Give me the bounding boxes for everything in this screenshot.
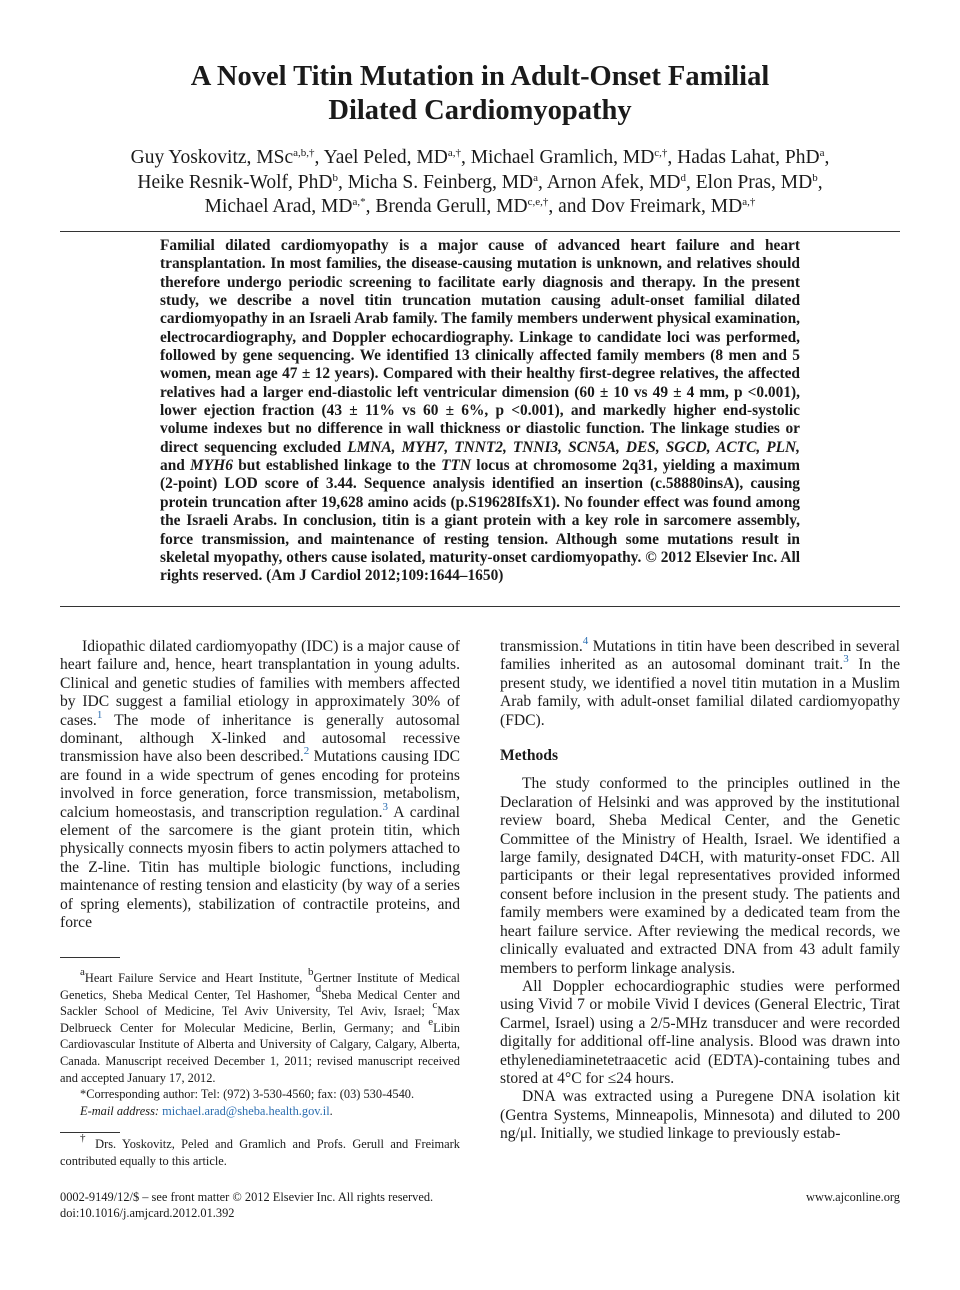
italic-text: TTN: [441, 457, 471, 475]
author-affiliation: a,b,†: [293, 147, 315, 159]
author-name: Michael Arad, MD: [204, 196, 353, 217]
affiliation-marker: a: [80, 966, 85, 978]
dagger-mark: †: [80, 1132, 89, 1144]
email-end: .: [329, 1103, 333, 1118]
author-name: Brenda Gerull, MD: [375, 196, 528, 217]
reference-link[interactable]: 3: [843, 653, 849, 666]
affiliation-marker: e: [428, 1015, 434, 1028]
affiliation-marker: c: [432, 999, 438, 1012]
author-separator: ,: [460, 147, 471, 168]
affiliation-text: Heart Failure Service and Heart Institute,: [84, 971, 309, 985]
author-affiliation: a,†: [447, 147, 461, 159]
affiliations-footnote: [60, 966, 460, 1086]
article-title: [0, 60, 960, 128]
email-line: [60, 1103, 460, 1120]
author-affiliation: b: [812, 171, 818, 184]
author-name: Michael Gramlich, MD: [470, 147, 655, 168]
text-run: A cardinal element of the sarcomere is the giant protein titin, which physically connects myosin fibers to actin polymers attached to the Z-line. Titin has multiple biologic functions, including maintenance of resting tension and elasticity (by way of a series of spring elements), stabilization of contractile proteins, and force: [60, 803, 460, 932]
title-line-2: Dilated Cardiomyopathy: [328, 95, 632, 126]
footnotes: [60, 966, 460, 1119]
author-separator: , and: [548, 196, 592, 217]
author-separator: ,: [817, 171, 823, 193]
text-run: but established linkage to the: [232, 457, 442, 475]
author-line: [60, 146, 900, 171]
text-run: Mutations causing IDC are found in a wide spectrum of genes encoding for proteins involved in force generation, force transmission, metabolism, calcium homeostasis, and transcription regulation.: [60, 748, 460, 821]
left-column: [60, 638, 460, 933]
author-name: Hadas Lahat, PhD: [677, 147, 820, 168]
issn-line: 0002-9149/12/$ – see front matter © 2012 Elsevier Inc. All rights reserved.: [60, 1190, 434, 1204]
author-separator: ,: [667, 147, 678, 168]
author-line: [60, 171, 900, 196]
author-affiliation: b: [332, 171, 338, 184]
right-column: [500, 635, 900, 1144]
journal-website[interactable]: www.ajconline.org: [806, 1190, 900, 1204]
abstract: [160, 237, 800, 586]
author-name: Micha S. Feinberg, MD: [347, 171, 534, 193]
author-separator: ,: [337, 171, 348, 193]
text-run: Mutations in titin have been described in several families inherited as an autosomal dominant trait.: [500, 638, 900, 674]
contribution-text: Drs. Yoskovitz, Peled and Gramlich and Profs. Gerull and Freimark contributed equally to this article.: [60, 1137, 461, 1168]
author-separator: ,: [538, 171, 547, 193]
abstract-bottom-rule: [60, 606, 900, 607]
introduction-continued: [500, 635, 900, 730]
author-line: [60, 195, 900, 220]
reference-link[interactable]: 1: [96, 708, 103, 721]
affiliation-text: Max Delbrueck Center for Molecular Medicine, Berlin, Germany; and: [60, 1004, 460, 1035]
author-name: Yael Peled, MD: [323, 147, 448, 168]
methods-paragraph-1: The study conformed to the principles outlined in the Declaration of Helsinki and was approved by the institutional review board, Sheba Medical Center, and the Genetic Committee of the Ministry of Health, Israel. We identified a large family, designated D4CH, with maturity-onset FDC. All participants or their legal representatives provided informed consent before inclusion in the present study. The patients and family members were examined by a dedicated team from the heart failure service. After reviewing the medical records, we clinically evaluated and extracted DNA from 43 adult family members to perform linkage analysis.: [500, 775, 900, 977]
author-affiliation: c,e,†: [527, 196, 549, 208]
methods-paragraph-2: All Doppler echocardiographic studies were performed using Vivid 7 or mobile Vivid I devices (General Electric, Tirat Carmel, Israel) using a 2/5-MHz transducer and were recorded digitally for additional off-line analysis. Blood was drawn into ethylenediaminetetraacetic acid (EDTA)-containing tubes and stored at 4°C for ≤24 hours.: [500, 977, 900, 1087]
title-line-1: A Novel Titin Mutation in Adult-Onset Familial: [190, 61, 770, 92]
reference-link[interactable]: 3: [382, 800, 388, 813]
author-name: Guy Yoskovitz, MSc: [130, 147, 294, 168]
abstract-top-rule: [60, 231, 900, 232]
footer-left: [60, 1189, 433, 1222]
text-run: Idiopathic dilated cardiomyopathy (IDC) is a major cause of heart failure and, hence, heart transplantation in young adults. Clinical and genetic studies of families with members affected by IDC suggest a familial etiology in approximately 30% of cases.: [60, 638, 460, 729]
author-separator: ,: [824, 147, 830, 168]
author-separator: ,: [365, 196, 376, 217]
text-run: In the present study, we identified a novel titin mutation in a Muslim Arab family, with adult-onset familial dilated cardiomyopathy (FDC).: [500, 656, 900, 729]
text-run: and: [160, 457, 191, 475]
footnote-rule: [60, 957, 120, 958]
contribution-footnote: [60, 1132, 461, 1169]
author-list: [60, 146, 900, 220]
reference-link[interactable]: 4: [582, 635, 589, 647]
author-name: Elon Pras, MD: [695, 171, 813, 193]
affiliation-text: Libin Cardiovascular Institute of Alberta and University of Calgary, Calgary, Alberta, Canada. Manuscript received December 1, 2011; revised manuscript received and accepted January 17, 2012.: [60, 1020, 460, 1085]
email-label: E-mail address:: [80, 1103, 160, 1118]
email-link[interactable]: michael.arad@sheba.health.gov.il: [162, 1103, 330, 1118]
italic-text: MYH6: [190, 457, 233, 475]
text-run: The mode of inheritance is generally autosomal dominant, although X-linked and autosomal recessive transmission have also been described.: [60, 711, 460, 766]
methods-heading: Methods: [500, 747, 559, 765]
doi-line[interactable]: doi:10.1016/j.amjcard.2012.01.392: [60, 1206, 235, 1221]
corresponding-author: *Corresponding author: Tel: (972) 3-530-4560; fax: (03) 530-4540.: [80, 1087, 415, 1102]
author-affiliation: a,*: [352, 196, 366, 208]
methods-paragraph-3: DNA was extracted using a Puregene DNA isolation kit (Gentra Systems, Minneapolis, Minnesota) and diluted to 200 ng/μl. Initially, we studied linkage to previously estab-: [500, 1088, 900, 1143]
introduction-paragraph: [60, 638, 460, 933]
author-affiliation: a: [819, 147, 825, 159]
author-affiliation: c,†: [654, 147, 668, 159]
text-run: locus at chromosome 2q31, yielding a maximum (2-point) LOD score of 3.44. Sequence analysis identified an insertion (c.58880insA), causing protein truncation after 19,628 amino acids (p.S19628IfsX1). No founder effect was found among the Israeli Arabs. In conclusion, titin is a giant protein with a key role in sarcomere assembly, force transmission, and maintenance of resting tension. Although some mutations result in skeletal myopathy, others cause isolated, maturity-onset cardiomyopathy. © 2012 Elsevier Inc. All rights reserved. (Am J Cardiol 2012;109:1644–1650): [160, 457, 800, 585]
author-name: Heike Resnik-Wolf, PhD: [137, 171, 333, 193]
text-run: transmission.: [500, 638, 583, 655]
footnote-rule-2: [60, 1132, 120, 1133]
author-separator: ,: [314, 147, 324, 168]
affiliation-text: Gertner Institute of Medical Genetics, Sheba Medical Center, Tel Hashomer,: [60, 971, 460, 1002]
text-run: Familial dilated cardiomyopathy is a major cause of advanced heart failure and heart transplantation. In most families, the disease-causing mutation is unknown, and relatives should therefore undergo periodic screening to facilitate early diagnosis and therapy. In the present study, we describe a novel titin truncation mutation causing adult-onset familial dilated cardiomyopathy in an Israeli Arab family. The family members underwent physical examination, electrocardiography, and Doppler echocardiography. Linkage to candidate loci was performed, followed by gene sequencing. We identified 13 clinically affected family members (8 men and 5 women, mean age 47 ± 12 years). Compared with their healthy first-degree relatives, the affected relatives had a larger end-diastolic left ventricular dimension (60 ± 10 vs 49 ± 4 mm, p <0.001), lower ejection fraction (43 ± 11% vs 60 ± 6%, p <0.001), and markedly higher end-systolic volume indexes but no difference in wall thickness or diastolic function. The linkage studies or direct sequencing excluded: [160, 237, 800, 456]
italic-text: LMNA, MYH7, TNNT2, TNNI3, SCN5A, DES, SGCD, ACTC, PLN,: [347, 438, 801, 456]
affiliation-text: Sheba Medical Center and Sackler School of Medicine, Tel Aviv University, Tel Aviv, Israel;: [60, 987, 460, 1019]
author-name: Dov Freimark, MD: [591, 196, 743, 217]
reference-link[interactable]: 2: [303, 745, 310, 758]
author-affiliation: a,†: [742, 196, 756, 208]
affiliation-marker: d: [315, 982, 322, 995]
author-affiliation: a: [533, 171, 539, 184]
affiliation-marker: b: [308, 966, 314, 978]
author-separator: ,: [685, 171, 696, 193]
author-name: Arnon Afek, MD: [546, 171, 681, 193]
author-affiliation: d: [680, 171, 686, 184]
